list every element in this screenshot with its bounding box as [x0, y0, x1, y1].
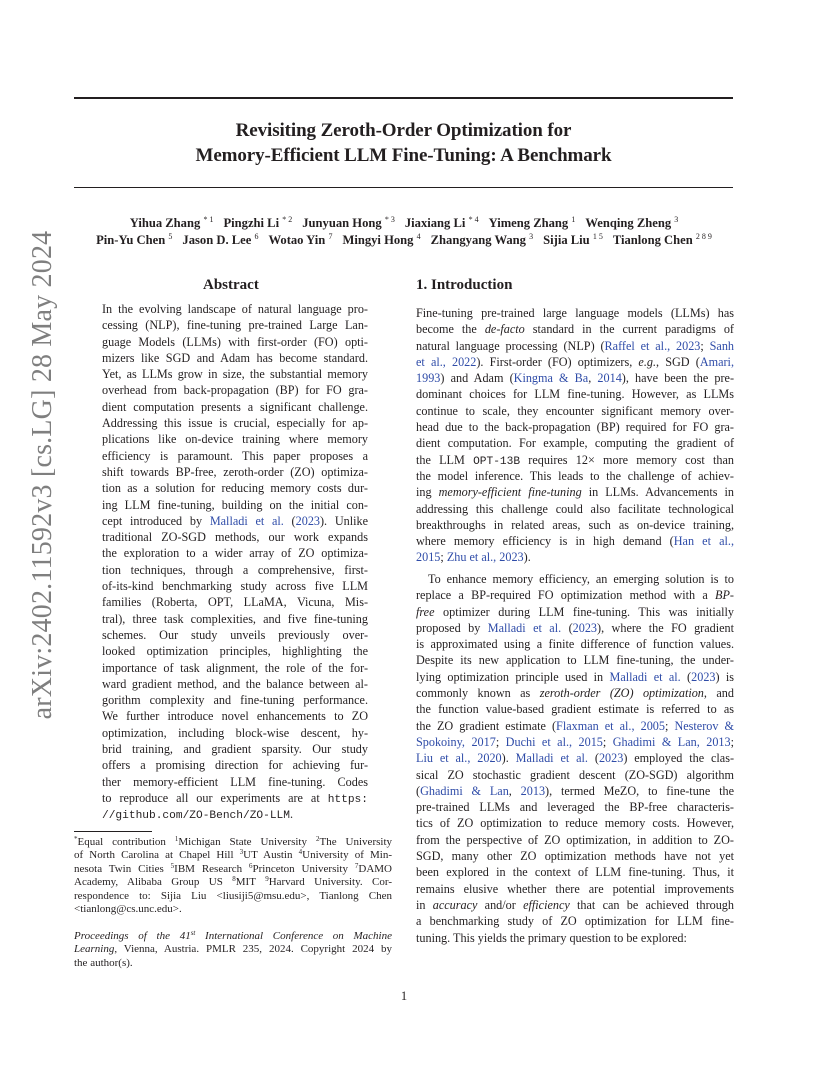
- text-line: //github.com/ZO-Bench/ZO-LLM.: [102, 807, 294, 823]
- text-line: ward gradient method, and the balance between al-: [102, 676, 368, 691]
- text-line: sical ZO stochastic gradient descent (ZO-SGD) algorithm: [416, 767, 734, 782]
- text-line: We further introduce novel enhancements to ZO: [102, 709, 368, 724]
- citation-link[interactable]: Sanh: [709, 338, 734, 353]
- text-line: free optimizer during LLM fine-tuning. This was initially: [416, 604, 734, 619]
- text-line: overhead from back-propagation (BP) for FO gra-: [102, 383, 368, 398]
- text-line: tral), three task complexities, and five fine-tuning: [102, 611, 368, 626]
- affiliations-footnote: [74, 836, 392, 916]
- text-line: the ZO gradient estimate (Flaxman et al., 2005; Nesterov &: [416, 718, 735, 733]
- text-line: dient computation. For example, computing the gradient of: [416, 436, 734, 451]
- text-line: the model inference. This leads to the challenge of achiev-: [416, 468, 734, 483]
- title-rule-top: [74, 97, 733, 99]
- footnote-rule: [74, 831, 152, 832]
- affiliation-marker: 4: [416, 232, 421, 241]
- text-line: 1993) and Adam (Kingma & Ba, 2014), have been the pre-: [416, 371, 734, 386]
- title-rule-bottom: [74, 187, 733, 188]
- text-line: Learning, Vienna, Austria. PMLR 235, 2024. Copyright 2024 by: [74, 943, 392, 956]
- citation-link[interactable]: Flaxman et al., 2005: [556, 718, 665, 733]
- author-list-row-2: [70, 233, 738, 248]
- affiliation-marker: * 3: [384, 215, 395, 224]
- affiliation-marker: 6: [254, 232, 259, 241]
- text-line: continue to scale, they encounter significant memory over-: [416, 403, 734, 418]
- affiliation-marker: * 4: [468, 215, 479, 224]
- text-line: traditional ZO-SGD methods, our work expands: [102, 530, 368, 545]
- text-line: ther memory-efficient LLM fine-tuning. Codes: [102, 774, 368, 789]
- abstract-body: [102, 301, 368, 823]
- text-line: nesota Twin Cities $^5$IBM Research $^6$Princeton University $^7$DAMO: [74, 861, 392, 875]
- text-line: et al., 2022). First-order (FO) optimizers, e.g., SGD (Amari,: [416, 354, 734, 369]
- text-line: Despite its new application to LLM fine-tuning, the under-: [416, 653, 734, 668]
- affiliation-marker: * 1: [203, 215, 214, 224]
- text-line: lying optimization principle used in Malladi et al. (2023) is: [416, 669, 735, 684]
- affiliation-marker: 1 5: [592, 232, 603, 241]
- code-text: OPT-13B: [473, 455, 521, 468]
- introduction-paragraph-2: [416, 571, 734, 946]
- text-line: the exploration to a wider array of ZO optimiza-: [102, 546, 368, 561]
- author-name: Wenqing Zheng $^3$: [585, 215, 679, 230]
- citation-link[interactable]: 2023: [572, 620, 598, 635]
- text-line: addressing this challenge could also facilitate technological: [416, 501, 734, 516]
- text-line: respondence to: Sijia Liu <liusiji5@msu.edu>, Tianlong Chen: [74, 889, 392, 902]
- citation-link[interactable]: Amari,: [699, 354, 734, 369]
- text-line: dient computation presents a significant challenge.: [102, 399, 368, 414]
- text-line: pre-trained LLMs and leveraged the BP-free characteris-: [416, 800, 734, 815]
- paper-title-line-2: Memory-Efficient LLM Fine-Tuning: A Benchmark: [195, 145, 612, 166]
- citation-link[interactable]: Ghadimi & Lan, 2013: [612, 734, 731, 749]
- author-name: Jason D. Lee $^6$: [182, 232, 259, 247]
- author-name: Jiaxiang Li $^{* 4}$: [404, 215, 479, 230]
- citation-link[interactable]: Malladi et al.: [487, 620, 562, 635]
- text-line: of North Carolina at Chapel Hill $^3$UT Austin $^4$University of Min-: [74, 848, 392, 862]
- text-line: ing LLM fine-tuning, building on the initial con-: [102, 497, 368, 512]
- text-line: to reproduce all our experiments are at https:: [102, 790, 368, 806]
- text-line: breakthroughs in related areas, such as on-device training,: [416, 517, 734, 532]
- code-text: //github.com/ZO-Bench/ZO-LLM: [102, 810, 290, 823]
- text-line: Proceedings of the 41st International Conference on Machine: [74, 929, 392, 942]
- citation-link[interactable]: 2014: [597, 371, 622, 386]
- citation-link[interactable]: Han et al.,: [673, 534, 734, 549]
- citation-link[interactable]: Nesterov &: [674, 718, 735, 733]
- author-name: Zhangyang Wang $^3$: [430, 232, 534, 247]
- text-line: cessing (NLP), fine-tuning pre-trained Large Lan-: [102, 318, 368, 333]
- text-line: remains elusive whether there are potential improvements: [416, 881, 734, 896]
- introduction-heading: 1. Introduction: [416, 277, 513, 293]
- text-line: dominant choices for LLM fine-tuning. However, as LLMs: [416, 387, 734, 402]
- author-name: Yimeng Zhang $^1$: [488, 215, 576, 230]
- citation-link[interactable]: 2023: [691, 669, 716, 684]
- text-line: replace a BP-required FO optimization method with a BP-: [416, 588, 734, 603]
- introduction-paragraph-1: [416, 305, 734, 566]
- arxiv-identifier-stamp: arXiv:2402.11592v3 [cs.LG] 28 May 2024: [27, 230, 58, 720]
- citation-link[interactable]: 2015: [416, 550, 441, 565]
- text-line: in accuracy and/or efficiency that can be achieved through: [416, 897, 734, 912]
- text-line: <tianlong@cs.unc.edu>.: [74, 902, 182, 915]
- text-line: tuning. This yields the primary question to be explored:: [416, 930, 687, 945]
- text-line: SGD, many other ZO optimization methods have not yet: [416, 849, 734, 864]
- author-list-row-1: [70, 216, 738, 231]
- text-line: families (Roberta, OPT, LLaMA, Vicuna, Mis-: [102, 595, 368, 610]
- text-line: In the evolving landscape of natural language pro-: [102, 302, 368, 316]
- text-line: mizers like SGD and Adam has become standard.: [102, 350, 368, 365]
- citation-link[interactable]: Spokoiny, 2017: [416, 734, 496, 749]
- author-name: Junyuan Hong $^{* 3}$: [302, 215, 395, 230]
- paper-title-line-1: Revisiting Zeroth-Order Optimization for: [235, 120, 572, 141]
- text-line: natural language processing (NLP) (Raffel et al., 2023; Sanh: [416, 338, 734, 353]
- citation-link[interactable]: Ghadimi & Lan: [420, 783, 509, 798]
- text-line: become the de-facto standard in the current paradigms of: [416, 322, 734, 337]
- affiliation-marker: 3: [674, 215, 679, 224]
- text-line: the function value-based gradient estimate is referred to as: [416, 702, 734, 717]
- abstract-heading: Abstract: [203, 277, 259, 293]
- author-name: Pin-Yu Chen $^5$: [96, 232, 173, 247]
- text-line: brid training, and gradient sparsity. Our study: [102, 742, 368, 757]
- citation-link[interactable]: 2023: [598, 751, 624, 766]
- affiliation-marker: 1: [571, 215, 576, 224]
- citation-link[interactable]: 2013: [520, 783, 546, 798]
- text-line: gorithm complexity and fine-tuning performance.: [102, 693, 368, 708]
- text-line: Fine-tuning pre-trained large language models (LLMs) has: [416, 306, 734, 320]
- author-name: Sijia Liu $^{1 5}$: [543, 232, 603, 247]
- citation-link[interactable]: Malladi et al.: [515, 751, 588, 766]
- text-line: cept introduced by Malladi et al. (2023). Unlike: [102, 513, 369, 528]
- text-line: (Ghadimi & Lan, 2013), termed MeZO, to fine-tune the: [416, 783, 735, 798]
- citation-link[interactable]: Raffel et al., 2023: [604, 338, 701, 353]
- text-line: been explored in the context of LLM fine-tuning. Thus, it: [416, 865, 734, 880]
- text-line: is approximated using a finite difference of function values.: [416, 637, 734, 652]
- code-text: https:: [327, 793, 368, 806]
- text-line: the author(s).: [74, 956, 133, 969]
- text-line: a benchmarking study of ZO optimization for LLM fine-: [416, 914, 734, 929]
- author-name: Yihua Zhang $^{* 1}$: [129, 215, 214, 230]
- affiliation-marker: 5: [168, 232, 173, 241]
- text-line: tion as a solution for reducing memory costs dur-: [102, 481, 368, 496]
- author-name: Wotao Yin $^7$: [268, 232, 333, 247]
- text-line: 2015; Zhu et al., 2023).: [416, 550, 531, 565]
- text-line: Spokoiny, 2017; Duchi et al., 2015; Ghadimi & Lan, 2013;: [416, 734, 734, 749]
- text-line: where memory efficiency is in high demand (Han et al.,: [416, 534, 734, 549]
- text-line: To enhance memory efficiency, an emerging solution is to: [428, 572, 734, 586]
- text-line: importance of task alignment, the role of the for-: [102, 660, 368, 675]
- text-line: Academy, Alibaba Group US $^8$MIT $^9$Harvard University. Cor-: [74, 875, 392, 889]
- text-line: shift towards BP-free, zeroth-order (ZO) optimiza-: [102, 464, 368, 479]
- proceedings-notice: [74, 930, 392, 970]
- text-line: looked optimization principles, highlighting the: [102, 644, 368, 659]
- text-line: tics of ZO optimization to reduce memory costs. However,: [416, 816, 734, 831]
- citation-link[interactable]: Zhu et al., 2023: [446, 550, 524, 565]
- citation-link[interactable]: Duchi et al., 2015: [505, 734, 603, 749]
- text-line: Yet, as LLMs grow in size, the substantial memory: [102, 367, 368, 382]
- text-line: from the perspective of ZO optimization, in addition to ZO-: [416, 832, 734, 847]
- citation-link[interactable]: 1993: [416, 371, 441, 386]
- text-line: tion techniques, through a comprehensive, first-: [102, 562, 368, 577]
- text-line: head due to the back-propagation (BP) required for FO gra-: [416, 420, 734, 435]
- text-line: guage Models (LLMs) with first-order (FO) opti-: [102, 334, 368, 349]
- text-line: commonly known as zeroth-order (ZO) optimization, and: [416, 686, 734, 701]
- author-name: Mingyi Hong $^4$: [342, 232, 421, 247]
- text-line: the LLM OPT-13B requires 12× more memory cost than: [416, 452, 734, 468]
- affiliation-marker: * 2: [282, 215, 293, 224]
- text-line: optimization, including block-wise descent, hy-: [102, 725, 368, 740]
- text-line: Liu et al., 2020). Malladi et al. (2023) employed the clas-: [416, 751, 734, 766]
- citation-link[interactable]: Malladi et al.: [609, 669, 681, 684]
- text-line: offers a promising direction for achieving fur-: [102, 758, 368, 773]
- page-number: 1: [400, 989, 408, 1003]
- text-line: ing memory-efficient fine-tuning in LLMs. Advancements in: [416, 485, 734, 500]
- author-name: Tianlong Chen $^{2 8 9}$: [612, 232, 712, 247]
- author-name: Pingzhi Li $^{* 2}$: [223, 215, 293, 230]
- text-line: plications like on-device training where memory: [102, 432, 368, 447]
- text-line: of-its-kind benchmarking study across five LLM: [102, 579, 368, 594]
- text-line: Addressing this issue is crucial, especially for ap-: [102, 416, 368, 431]
- citation-link[interactable]: Kingma & Ba: [513, 371, 589, 386]
- affiliation-marker: 2 8 9: [695, 232, 712, 241]
- citation-link[interactable]: 2023: [295, 513, 320, 528]
- text-line: *Equal contribution $^1$Michigan State University $^2$The University: [74, 835, 392, 848]
- affiliation-marker: 7: [328, 232, 333, 241]
- citation-link[interactable]: Malladi et al.: [209, 513, 284, 528]
- citation-link[interactable]: et al., 2022: [416, 354, 477, 369]
- text-line: efficiency is paramount. This paper proposes a: [102, 448, 368, 463]
- text-line: proposed by Malladi et al. (2023), where the FO gradient: [416, 620, 735, 635]
- affiliation-marker: 3: [529, 232, 534, 241]
- citation-link[interactable]: Liu et al., 2020: [416, 751, 502, 766]
- text-line: schemes. Our study unveils previously over-: [102, 627, 368, 642]
